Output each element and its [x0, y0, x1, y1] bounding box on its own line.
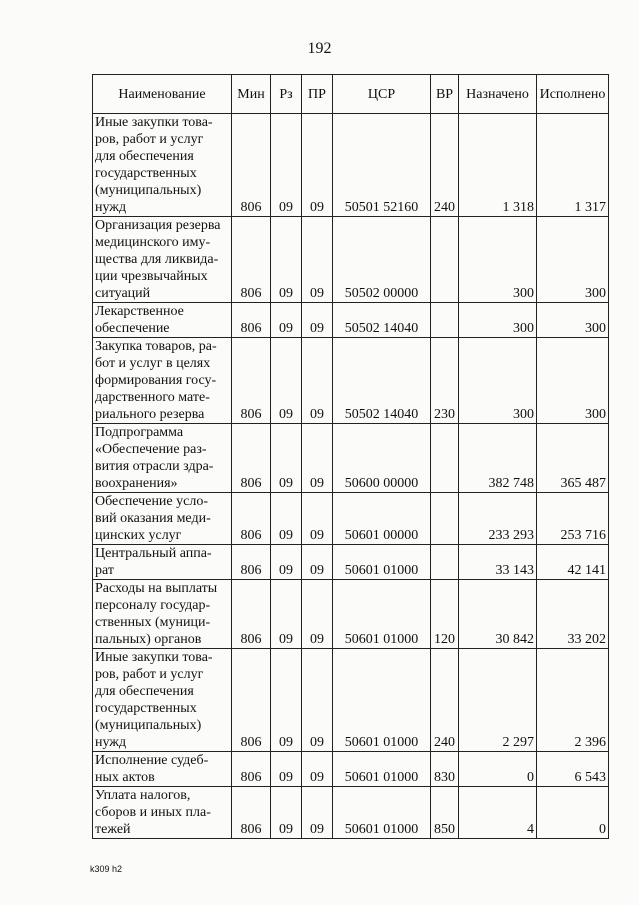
row-executed: 6 543 [537, 752, 609, 787]
row-min: 806 [232, 114, 271, 217]
row-rz: 09 [271, 303, 302, 338]
row-pr: 09 [302, 545, 333, 580]
row-name-line: пальных) органов [95, 632, 202, 647]
row-name-line: нужд [95, 735, 127, 750]
row-name-line: Иные закупки това- [95, 115, 213, 130]
row-rz: 09 [271, 787, 302, 839]
row-assigned: 4 [459, 787, 537, 839]
row-executed: 2 396 [537, 649, 609, 752]
row-name [93, 303, 232, 338]
col-header-rz: Рз [271, 75, 302, 114]
row-assigned: 300 [459, 217, 537, 303]
row-executed: 300 [537, 303, 609, 338]
row-executed: 42 141 [537, 545, 609, 580]
row-name [93, 580, 232, 649]
row-name [93, 114, 232, 217]
row-name-line: для обеспечения [95, 149, 194, 164]
row-name-line: ных актов [95, 770, 155, 785]
row-min: 806 [232, 424, 271, 493]
row-pr: 09 [302, 787, 333, 839]
row-name-line: (муниципальных) [95, 718, 202, 733]
row-name [93, 424, 232, 493]
col-header-min: Мин [232, 75, 271, 114]
row-name-line: Исполнение судеб- [95, 753, 209, 768]
row-name-line: Уплата налогов, [95, 788, 191, 803]
row-name-line: персоналу государ- [95, 598, 211, 613]
row-executed: 300 [537, 217, 609, 303]
row-csr: 50502 14040 [333, 338, 431, 424]
row-name [93, 545, 232, 580]
row-name-line: рат [95, 563, 114, 578]
row-name-line: щества для ликвида- [95, 252, 219, 267]
row-min: 806 [232, 217, 271, 303]
row-name-line: ров, работ и услуг [95, 667, 204, 682]
row-name-line: государственных [95, 701, 197, 716]
row-executed: 0 [537, 787, 609, 839]
budget-table [92, 74, 609, 839]
table-row [93, 752, 609, 787]
row-vr [431, 217, 459, 303]
row-name-line: нужд [95, 200, 127, 215]
row-name [93, 787, 232, 839]
row-name-line: Подпрограмма [95, 425, 184, 440]
row-name-line: медицинского иму- [95, 235, 211, 250]
col-header-executed: Исполнено [537, 75, 609, 114]
row-executed: 33 202 [537, 580, 609, 649]
row-name [93, 217, 232, 303]
row-min: 806 [232, 787, 271, 839]
row-pr: 09 [302, 217, 333, 303]
row-name-line: вития отрасли здра- [95, 459, 214, 474]
row-assigned: 0 [459, 752, 537, 787]
row-name [93, 752, 232, 787]
row-name-line: ситуаций [95, 286, 151, 301]
row-name [93, 649, 232, 752]
row-vr [431, 493, 459, 545]
row-csr: 50601 01000 [333, 580, 431, 649]
row-rz: 09 [271, 752, 302, 787]
row-assigned: 300 [459, 338, 537, 424]
row-vr: 230 [431, 338, 459, 424]
table-body [93, 114, 609, 839]
row-assigned: 233 293 [459, 493, 537, 545]
row-name-line: Организация резерва [95, 218, 221, 233]
row-csr: 50501 52160 [333, 114, 431, 217]
row-csr: 50601 01000 [333, 787, 431, 839]
row-executed: 365 487 [537, 424, 609, 493]
row-vr [431, 303, 459, 338]
row-vr [431, 545, 459, 580]
header-row [93, 75, 609, 114]
row-pr: 09 [302, 649, 333, 752]
row-vr: 240 [431, 114, 459, 217]
row-pr: 09 [302, 752, 333, 787]
row-name-line: воохранения» [95, 476, 178, 491]
row-executed: 253 716 [537, 493, 609, 545]
row-min: 806 [232, 338, 271, 424]
table-row [93, 649, 609, 752]
row-rz: 09 [271, 424, 302, 493]
table-row [93, 787, 609, 839]
row-assigned: 382 748 [459, 424, 537, 493]
row-name [93, 493, 232, 545]
row-executed: 300 [537, 338, 609, 424]
row-name-line: вий оказания меди- [95, 511, 211, 526]
row-executed: 1 317 [537, 114, 609, 217]
row-name-line: бот и услуг в целях [95, 356, 211, 371]
row-min: 806 [232, 649, 271, 752]
row-pr: 09 [302, 338, 333, 424]
row-rz: 09 [271, 217, 302, 303]
row-name-line: цинских услуг [95, 528, 182, 543]
col-header-csr: ЦСР [333, 75, 431, 114]
row-name-line: риального резерва [95, 407, 205, 422]
table-row [93, 424, 609, 493]
row-name-line: «Обеспечение раз- [95, 442, 207, 457]
table-row [93, 545, 609, 580]
row-name-line: (муниципальных) [95, 183, 202, 198]
table-row [93, 114, 609, 217]
row-name-line: для обеспечения [95, 684, 194, 699]
row-vr: 240 [431, 649, 459, 752]
row-assigned: 33 143 [459, 545, 537, 580]
row-vr [431, 424, 459, 493]
row-name-line: государственных [95, 166, 197, 181]
row-rz: 09 [271, 545, 302, 580]
row-name-line: Иные закупки това- [95, 650, 213, 665]
row-name-line: сборов и иных пла- [95, 805, 211, 820]
row-csr: 50502 00000 [333, 217, 431, 303]
col-header-vr: ВР [431, 75, 459, 114]
row-rz: 09 [271, 338, 302, 424]
row-name [93, 338, 232, 424]
row-assigned: 1 318 [459, 114, 537, 217]
col-header-name: Наименование [93, 75, 232, 114]
row-rz: 09 [271, 580, 302, 649]
row-min: 806 [232, 545, 271, 580]
row-name-line: ров, работ и услуг [95, 132, 204, 147]
row-pr: 09 [302, 493, 333, 545]
table-row [93, 338, 609, 424]
row-assigned: 30 842 [459, 580, 537, 649]
table-row [93, 303, 609, 338]
page-number: 192 [307, 40, 332, 57]
row-rz: 09 [271, 649, 302, 752]
row-csr: 50601 00000 [333, 493, 431, 545]
row-assigned: 2 297 [459, 649, 537, 752]
row-name-line: Обеспечение усло- [95, 494, 208, 509]
col-header-assigned: Назначено [459, 75, 537, 114]
col-header-pr: ПР [302, 75, 333, 114]
table-row [93, 493, 609, 545]
row-min: 806 [232, 752, 271, 787]
row-min: 806 [232, 580, 271, 649]
row-csr: 50601 01000 [333, 649, 431, 752]
row-name-line: тежей [95, 822, 131, 837]
row-min: 806 [232, 303, 271, 338]
row-name-line: Центральный аппа- [95, 546, 212, 561]
row-rz: 09 [271, 114, 302, 217]
row-pr: 09 [302, 303, 333, 338]
row-min: 806 [232, 493, 271, 545]
row-name-line: формирования госу- [95, 373, 217, 388]
row-csr: 50601 01000 [333, 752, 431, 787]
row-name-line: Лекарственное [95, 304, 184, 319]
footer-code: k309 h2 [90, 864, 123, 874]
row-name-line: обеспечение [95, 321, 170, 336]
row-name-line: ции чрезвычайных [95, 269, 208, 284]
row-csr: 50502 14040 [333, 303, 431, 338]
row-name-line: ственных (муници- [95, 615, 211, 630]
table-row [93, 217, 609, 303]
row-name-line: дарственного мате- [95, 390, 210, 405]
row-rz: 09 [271, 493, 302, 545]
row-pr: 09 [302, 424, 333, 493]
row-vr: 850 [431, 787, 459, 839]
row-assigned: 300 [459, 303, 537, 338]
row-pr: 09 [302, 580, 333, 649]
row-csr: 50601 01000 [333, 545, 431, 580]
table-row [93, 580, 609, 649]
row-vr: 120 [431, 580, 459, 649]
row-name-line: Закупка товаров, ра- [95, 339, 217, 354]
row-vr: 830 [431, 752, 459, 787]
row-pr: 09 [302, 114, 333, 217]
row-csr: 50600 00000 [333, 424, 431, 493]
row-name-line: Расходы на выплаты [95, 581, 218, 596]
